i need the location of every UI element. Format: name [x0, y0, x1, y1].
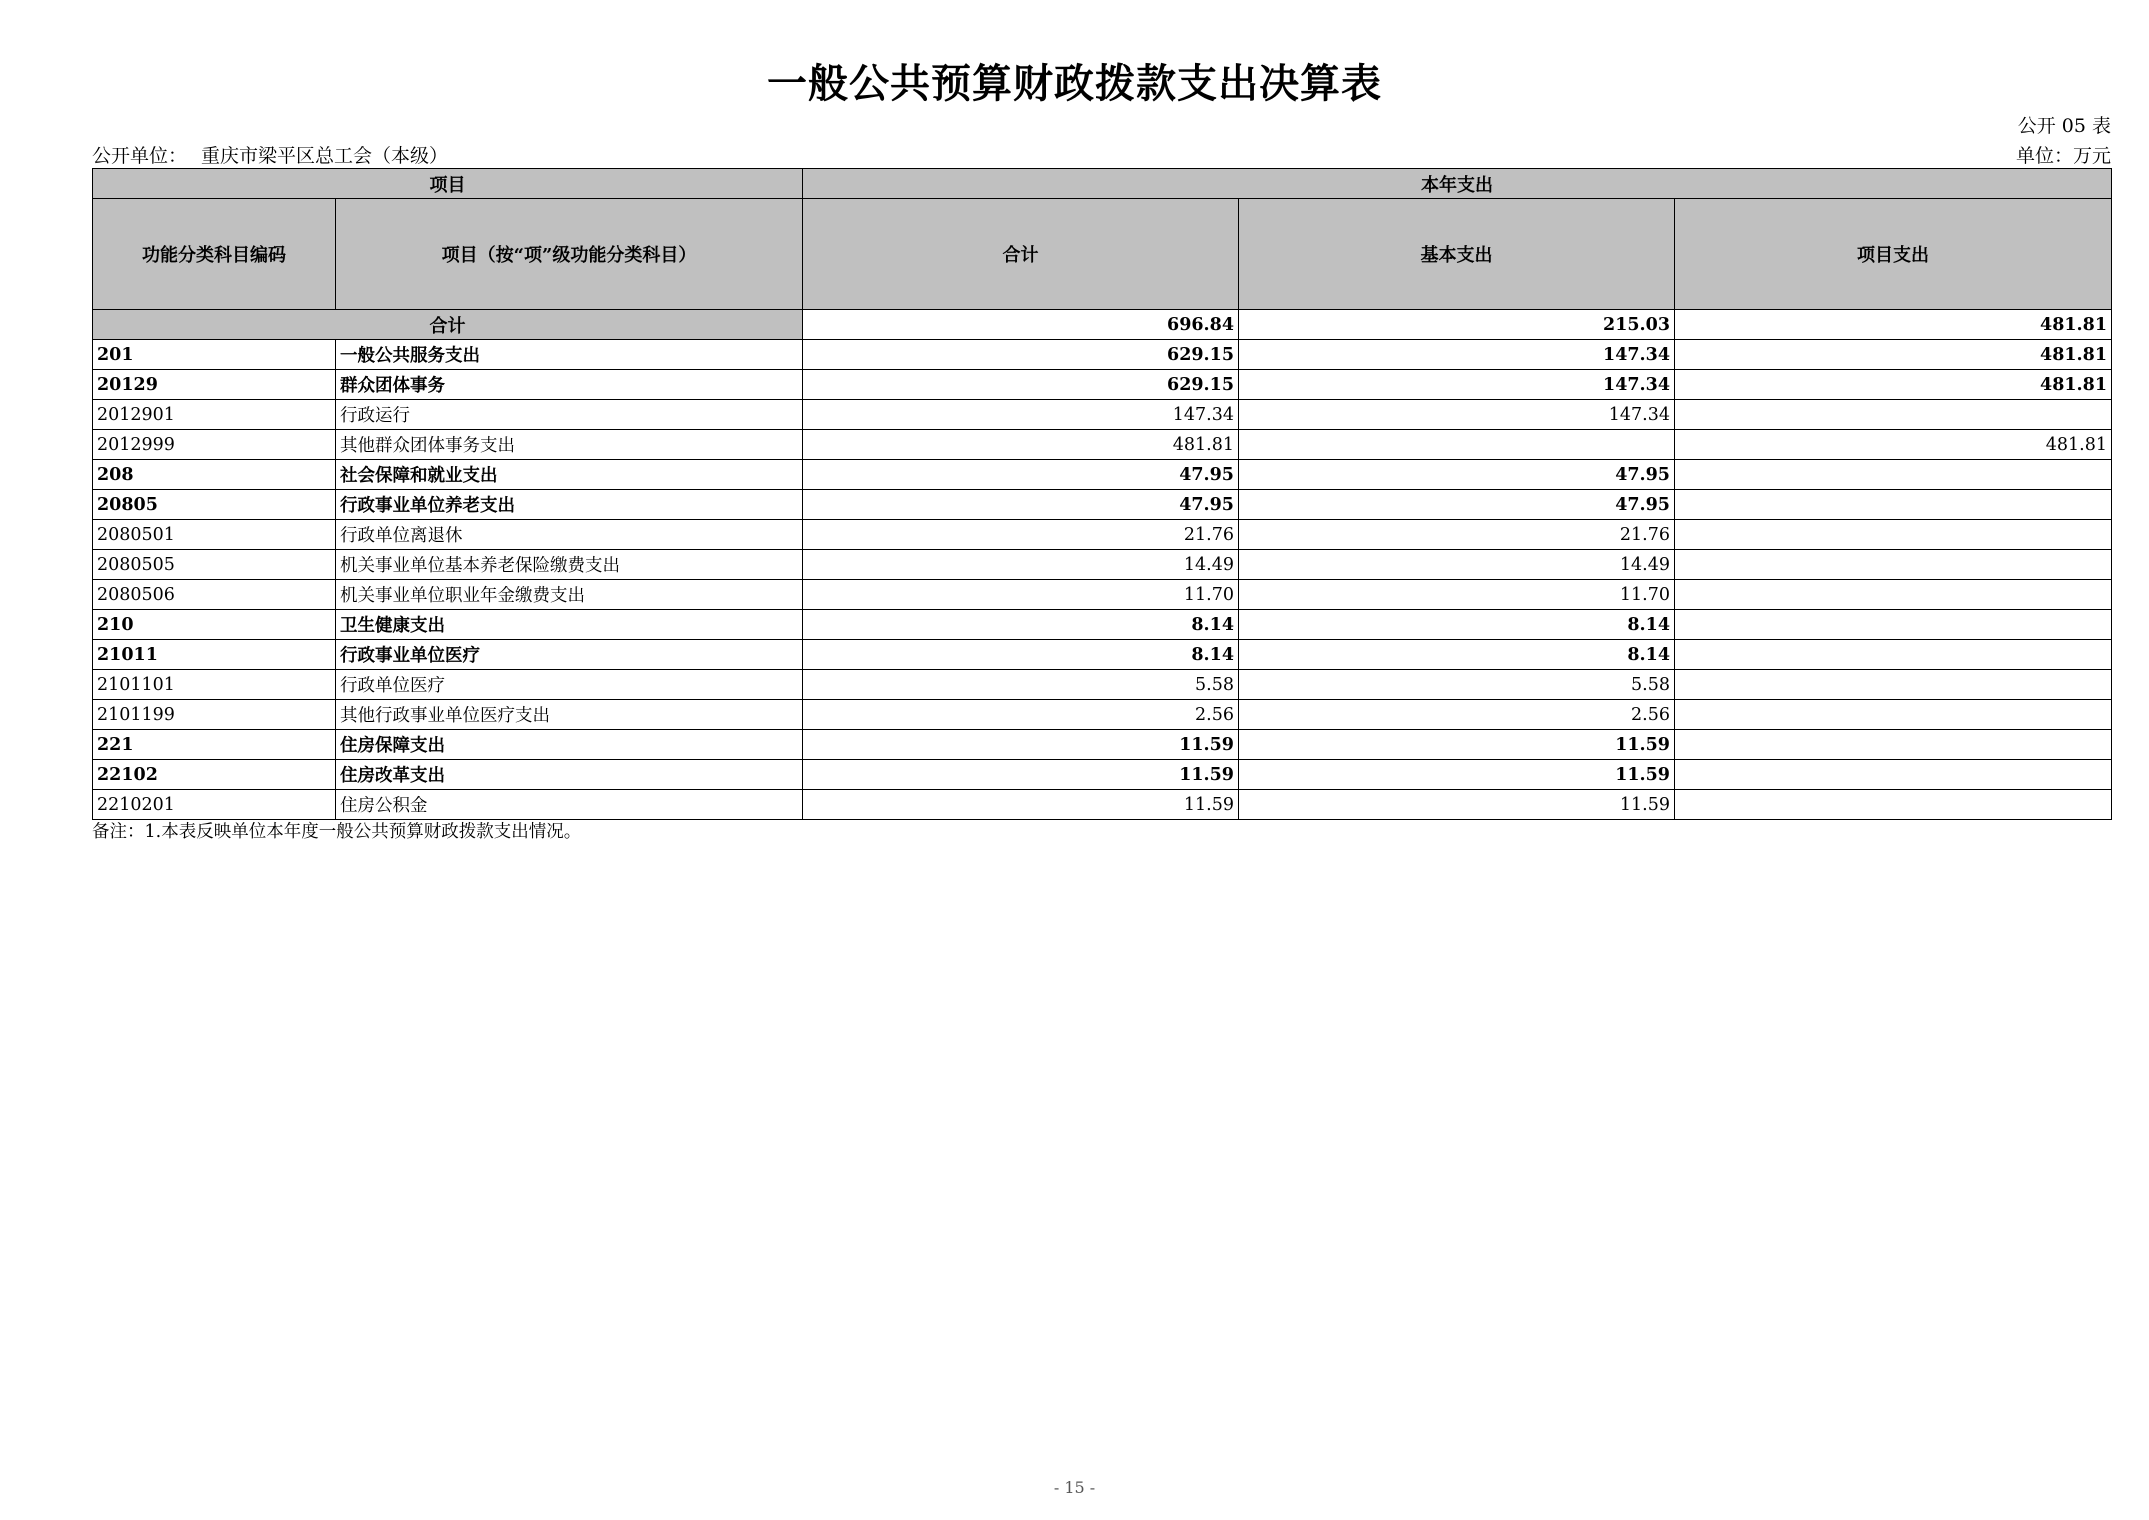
table-row	[93, 400, 2112, 430]
cell-basic: 5.58	[1239, 670, 1675, 700]
unit-label: 单位：万元	[2015, 145, 2111, 167]
cell-project	[1675, 610, 2112, 640]
cell-name: 行政事业单位养老支出	[336, 490, 803, 520]
cell-code: 2101199	[93, 700, 336, 730]
cell-project	[1675, 670, 2112, 700]
header-project-expense: 项目支出	[1675, 199, 2112, 310]
cell-name: 一般公共服务支出	[336, 340, 803, 370]
cell-basic: 11.59	[1239, 790, 1675, 820]
table-row	[93, 670, 2112, 700]
cell-basic: 11.59	[1239, 730, 1675, 760]
page-number: - 15 -	[1053, 1478, 1096, 1497]
total-sum: 696.84	[803, 310, 1239, 340]
cell-total: 2.56	[803, 700, 1239, 730]
cell-total: 21.76	[803, 520, 1239, 550]
page-title: 一般公共预算财政拨款支出决算表	[767, 60, 1382, 107]
table-row	[93, 550, 2112, 580]
cell-code: 2210201	[93, 790, 336, 820]
header-current-year: 本年支出	[803, 169, 2112, 199]
cell-code: 2101101	[93, 670, 336, 700]
table-body	[93, 310, 2112, 820]
cell-total: 8.14	[803, 610, 1239, 640]
cell-code: 20129	[93, 370, 336, 400]
table-row	[93, 610, 2112, 640]
cell-total: 11.59	[803, 730, 1239, 760]
cell-name: 住房保障支出	[336, 730, 803, 760]
cell-name: 群众团体事务	[336, 370, 803, 400]
cell-basic: 147.34	[1239, 340, 1675, 370]
cell-total: 11.59	[803, 760, 1239, 790]
cell-code: 20805	[93, 490, 336, 520]
cell-total: 629.15	[803, 370, 1239, 400]
cell-code: 2080506	[93, 580, 336, 610]
total-project: 481.81	[1675, 310, 2112, 340]
budget-table	[92, 168, 2112, 820]
cell-name: 住房改革支出	[336, 760, 803, 790]
total-label: 合计	[93, 310, 803, 340]
cell-basic: 2.56	[1239, 700, 1675, 730]
cell-name: 卫生健康支出	[336, 610, 803, 640]
table-code: 公开 05 表	[2017, 115, 2111, 137]
table-row	[93, 790, 2112, 820]
org-name: 重庆市梁平区总工会（本级）	[201, 145, 449, 167]
cell-project	[1675, 700, 2112, 730]
table-row	[93, 760, 2112, 790]
org-info	[92, 141, 448, 168]
cell-total: 629.15	[803, 340, 1239, 370]
cell-project	[1675, 520, 2112, 550]
table-row	[93, 640, 2112, 670]
cell-code: 2080501	[93, 520, 336, 550]
cell-project	[1675, 760, 2112, 790]
table-row	[93, 490, 2112, 520]
cell-name: 机关事业单位基本养老保险缴费支出	[336, 550, 803, 580]
header-code: 功能分类科目编码	[93, 199, 336, 310]
footnote: 备注：1.本表反映单位本年度一般公共预算财政拨款支出情况。	[92, 822, 582, 842]
cell-code: 201	[93, 340, 336, 370]
table-row	[93, 370, 2112, 400]
cell-basic: 47.95	[1239, 460, 1675, 490]
cell-basic: 11.59	[1239, 760, 1675, 790]
cell-code: 2012901	[93, 400, 336, 430]
cell-code: 2012999	[93, 430, 336, 460]
cell-basic: 11.70	[1239, 580, 1675, 610]
header-project: 项目	[93, 169, 803, 199]
cell-name: 社会保障和就业支出	[336, 460, 803, 490]
table-row	[93, 730, 2112, 760]
cell-code: 21011	[93, 640, 336, 670]
cell-project	[1675, 790, 2112, 820]
cell-name: 住房公积金	[336, 790, 803, 820]
table-row	[93, 700, 2112, 730]
cell-project: 481.81	[1675, 340, 2112, 370]
header-row-2	[93, 199, 2112, 310]
cell-total: 11.59	[803, 790, 1239, 820]
header-basic: 基本支出	[1239, 199, 1675, 310]
cell-code: 22102	[93, 760, 336, 790]
table-row	[93, 340, 2112, 370]
cell-name: 行政运行	[336, 400, 803, 430]
table-row	[93, 520, 2112, 550]
cell-project	[1675, 490, 2112, 520]
cell-basic	[1239, 430, 1675, 460]
cell-total: 47.95	[803, 460, 1239, 490]
table-row	[93, 580, 2112, 610]
cell-total: 11.70	[803, 580, 1239, 610]
cell-project	[1675, 730, 2112, 760]
cell-total: 147.34	[803, 400, 1239, 430]
cell-code: 221	[93, 730, 336, 760]
cell-code: 208	[93, 460, 336, 490]
cell-total: 14.49	[803, 550, 1239, 580]
cell-basic: 21.76	[1239, 520, 1675, 550]
cell-name: 其他行政事业单位医疗支出	[336, 700, 803, 730]
cell-project	[1675, 550, 2112, 580]
cell-basic: 47.95	[1239, 490, 1675, 520]
cell-project: 481.81	[1675, 370, 2112, 400]
cell-project	[1675, 460, 2112, 490]
table-row	[93, 460, 2112, 490]
cell-project: 481.81	[1675, 430, 2112, 460]
cell-name: 行政单位医疗	[336, 670, 803, 700]
org-label: 公开单位：	[92, 145, 188, 167]
cell-code: 2080505	[93, 550, 336, 580]
cell-basic: 8.14	[1239, 640, 1675, 670]
cell-project	[1675, 580, 2112, 610]
cell-code: 210	[93, 610, 336, 640]
cell-basic: 8.14	[1239, 610, 1675, 640]
cell-total: 481.81	[803, 430, 1239, 460]
header-row-1	[93, 169, 2112, 199]
cell-basic: 147.34	[1239, 400, 1675, 430]
total-basic: 215.03	[1239, 310, 1675, 340]
header-total: 合计	[803, 199, 1239, 310]
header-item: 项目（按“项”级功能分类科目）	[336, 199, 803, 310]
total-row	[93, 310, 2112, 340]
cell-project	[1675, 400, 2112, 430]
cell-name: 行政单位离退休	[336, 520, 803, 550]
unit-line	[92, 141, 2111, 167]
cell-total: 5.58	[803, 670, 1239, 700]
cell-basic: 147.34	[1239, 370, 1675, 400]
cell-name: 行政事业单位医疗	[336, 640, 803, 670]
cell-name: 其他群众团体事务支出	[336, 430, 803, 460]
cell-total: 47.95	[803, 490, 1239, 520]
cell-basic: 14.49	[1239, 550, 1675, 580]
cell-project	[1675, 640, 2112, 670]
cell-total: 8.14	[803, 640, 1239, 670]
cell-name: 机关事业单位职业年金缴费支出	[336, 580, 803, 610]
table-row	[93, 430, 2112, 460]
